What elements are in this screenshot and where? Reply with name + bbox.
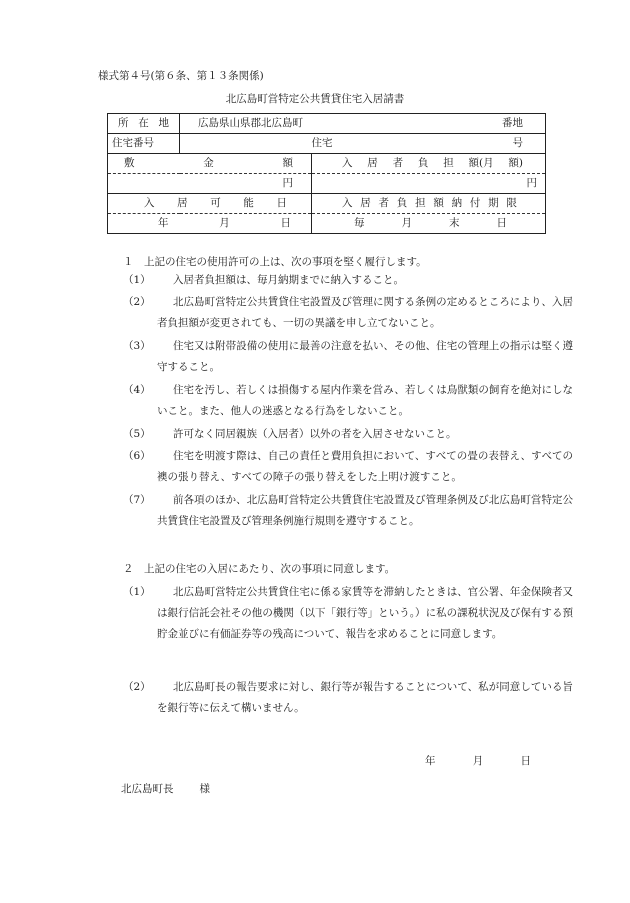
section1-item-1: （1） 入居者負担額は、毎月納期までに納入すること。 bbox=[123, 274, 404, 286]
document-title: 北広島町営特定公共賃貸住宅入居請書 bbox=[225, 93, 405, 105]
deposit-label-cell: 敷 金 額 bbox=[108, 154, 312, 174]
addressee-name: 北広島町長 bbox=[121, 783, 174, 795]
date-header-row bbox=[108, 194, 546, 214]
location-row bbox=[108, 114, 546, 134]
section1-item-4: （4） 住宅を汚し、若しくは損傷する屋内作業を営み、若しくは鳥獣類の飼育を絶対にしないこと。また、他人の迷惑となる行為をしないこと。 bbox=[123, 384, 573, 417]
deadline-label-cell: 入 居 者 負 担 額 納 付 期 限 bbox=[312, 194, 546, 214]
location-label-cell: 所 在 地 bbox=[108, 114, 180, 134]
deposit-value-cell[interactable] bbox=[108, 174, 312, 194]
section2-heading: ２ 上記の住宅の入居にあたり、次の事項に同意します。 bbox=[123, 563, 396, 575]
housing-number-row bbox=[108, 134, 546, 154]
location-value-cell[interactable] bbox=[180, 114, 546, 134]
date-value-row bbox=[108, 214, 546, 234]
signature-date[interactable]: 年 月 日 bbox=[425, 755, 531, 767]
location-value: 広島県山県郡北広島町 bbox=[198, 117, 303, 129]
housing-number-cell[interactable] bbox=[180, 134, 546, 154]
move-in-date-cell[interactable]: 年 月 日 bbox=[108, 214, 312, 234]
section1-item-3: （3） 住宅又は附帯設備の使用に最善の注意を払い、その他、住宅の管理上の指示は堅く遵守すること。 bbox=[123, 340, 573, 373]
deposit-yen: 円 bbox=[282, 177, 293, 189]
section2-item-1: （1） 北広島町営特定公共賃貸住宅に係る家賃等を滞納したときは、官公署、年金保険者又は銀行信託会社その他の機関（以下「銀行等」という。）に私の課税状況及び保有する預貯金並びに有価証券等の残高について、報告を求めることに同意します。 bbox=[123, 586, 573, 640]
burden-value-cell[interactable] bbox=[312, 174, 546, 194]
section1-item-7: （7） 前各項のほか、北広島町営特定公共賃貸住宅設置及び管理条例及び北広島町営特定公共賃貸住宅設置及び管理条例施行規則を遵守すること。 bbox=[123, 494, 573, 527]
amount-header-row bbox=[108, 154, 546, 174]
burden-yen: 円 bbox=[526, 177, 537, 189]
section2-item-2: （2） 北広島町長の報告要求に対し、銀行等が報告することについて、私が同意している旨を銀行等に伝えて構いません。 bbox=[123, 681, 573, 714]
housing-unit: 号 bbox=[512, 137, 523, 149]
housing-number-label: 住宅番号 bbox=[108, 134, 180, 154]
section1-item-2: （2） 北広島町営特定公共賃貸住宅設置及び管理に関する条例の定めるところにより、入居者負担額が変更されても、一切の異議を申し立てないこと。 bbox=[123, 296, 573, 329]
section1-item-6: （6） 住宅を明渡す際は、自己の責任と費用負担において、すべての畳の表替え、すべての襖の張り替え、すべての障子の張り替えをした上明け渡すこと。 bbox=[123, 450, 573, 483]
housing-info-table bbox=[107, 113, 546, 234]
section1-item-5: （5） 許可なく同居親族（入居者）以外の者を入居させないこと。 bbox=[123, 428, 457, 440]
section1-heading: １ 上記の住宅の使用許可の上は、次の事項を堅く履行します。 bbox=[123, 256, 427, 268]
addressee-honorific: 様 bbox=[199, 783, 210, 795]
addressee bbox=[121, 781, 210, 796]
location-unit: 番地 bbox=[502, 117, 523, 129]
form-number: 様式第４号(第６条、第１３条関係) bbox=[98, 70, 264, 82]
move-in-label-cell: 入 居 可 能 日 bbox=[108, 194, 312, 214]
housing-label: 住宅 bbox=[311, 137, 333, 149]
amount-value-row bbox=[108, 174, 546, 194]
deadline-value-cell: 毎 月 末 日 bbox=[312, 214, 546, 234]
burden-label-cell: 入 居 者 負 担 額(月 額) bbox=[312, 154, 546, 174]
